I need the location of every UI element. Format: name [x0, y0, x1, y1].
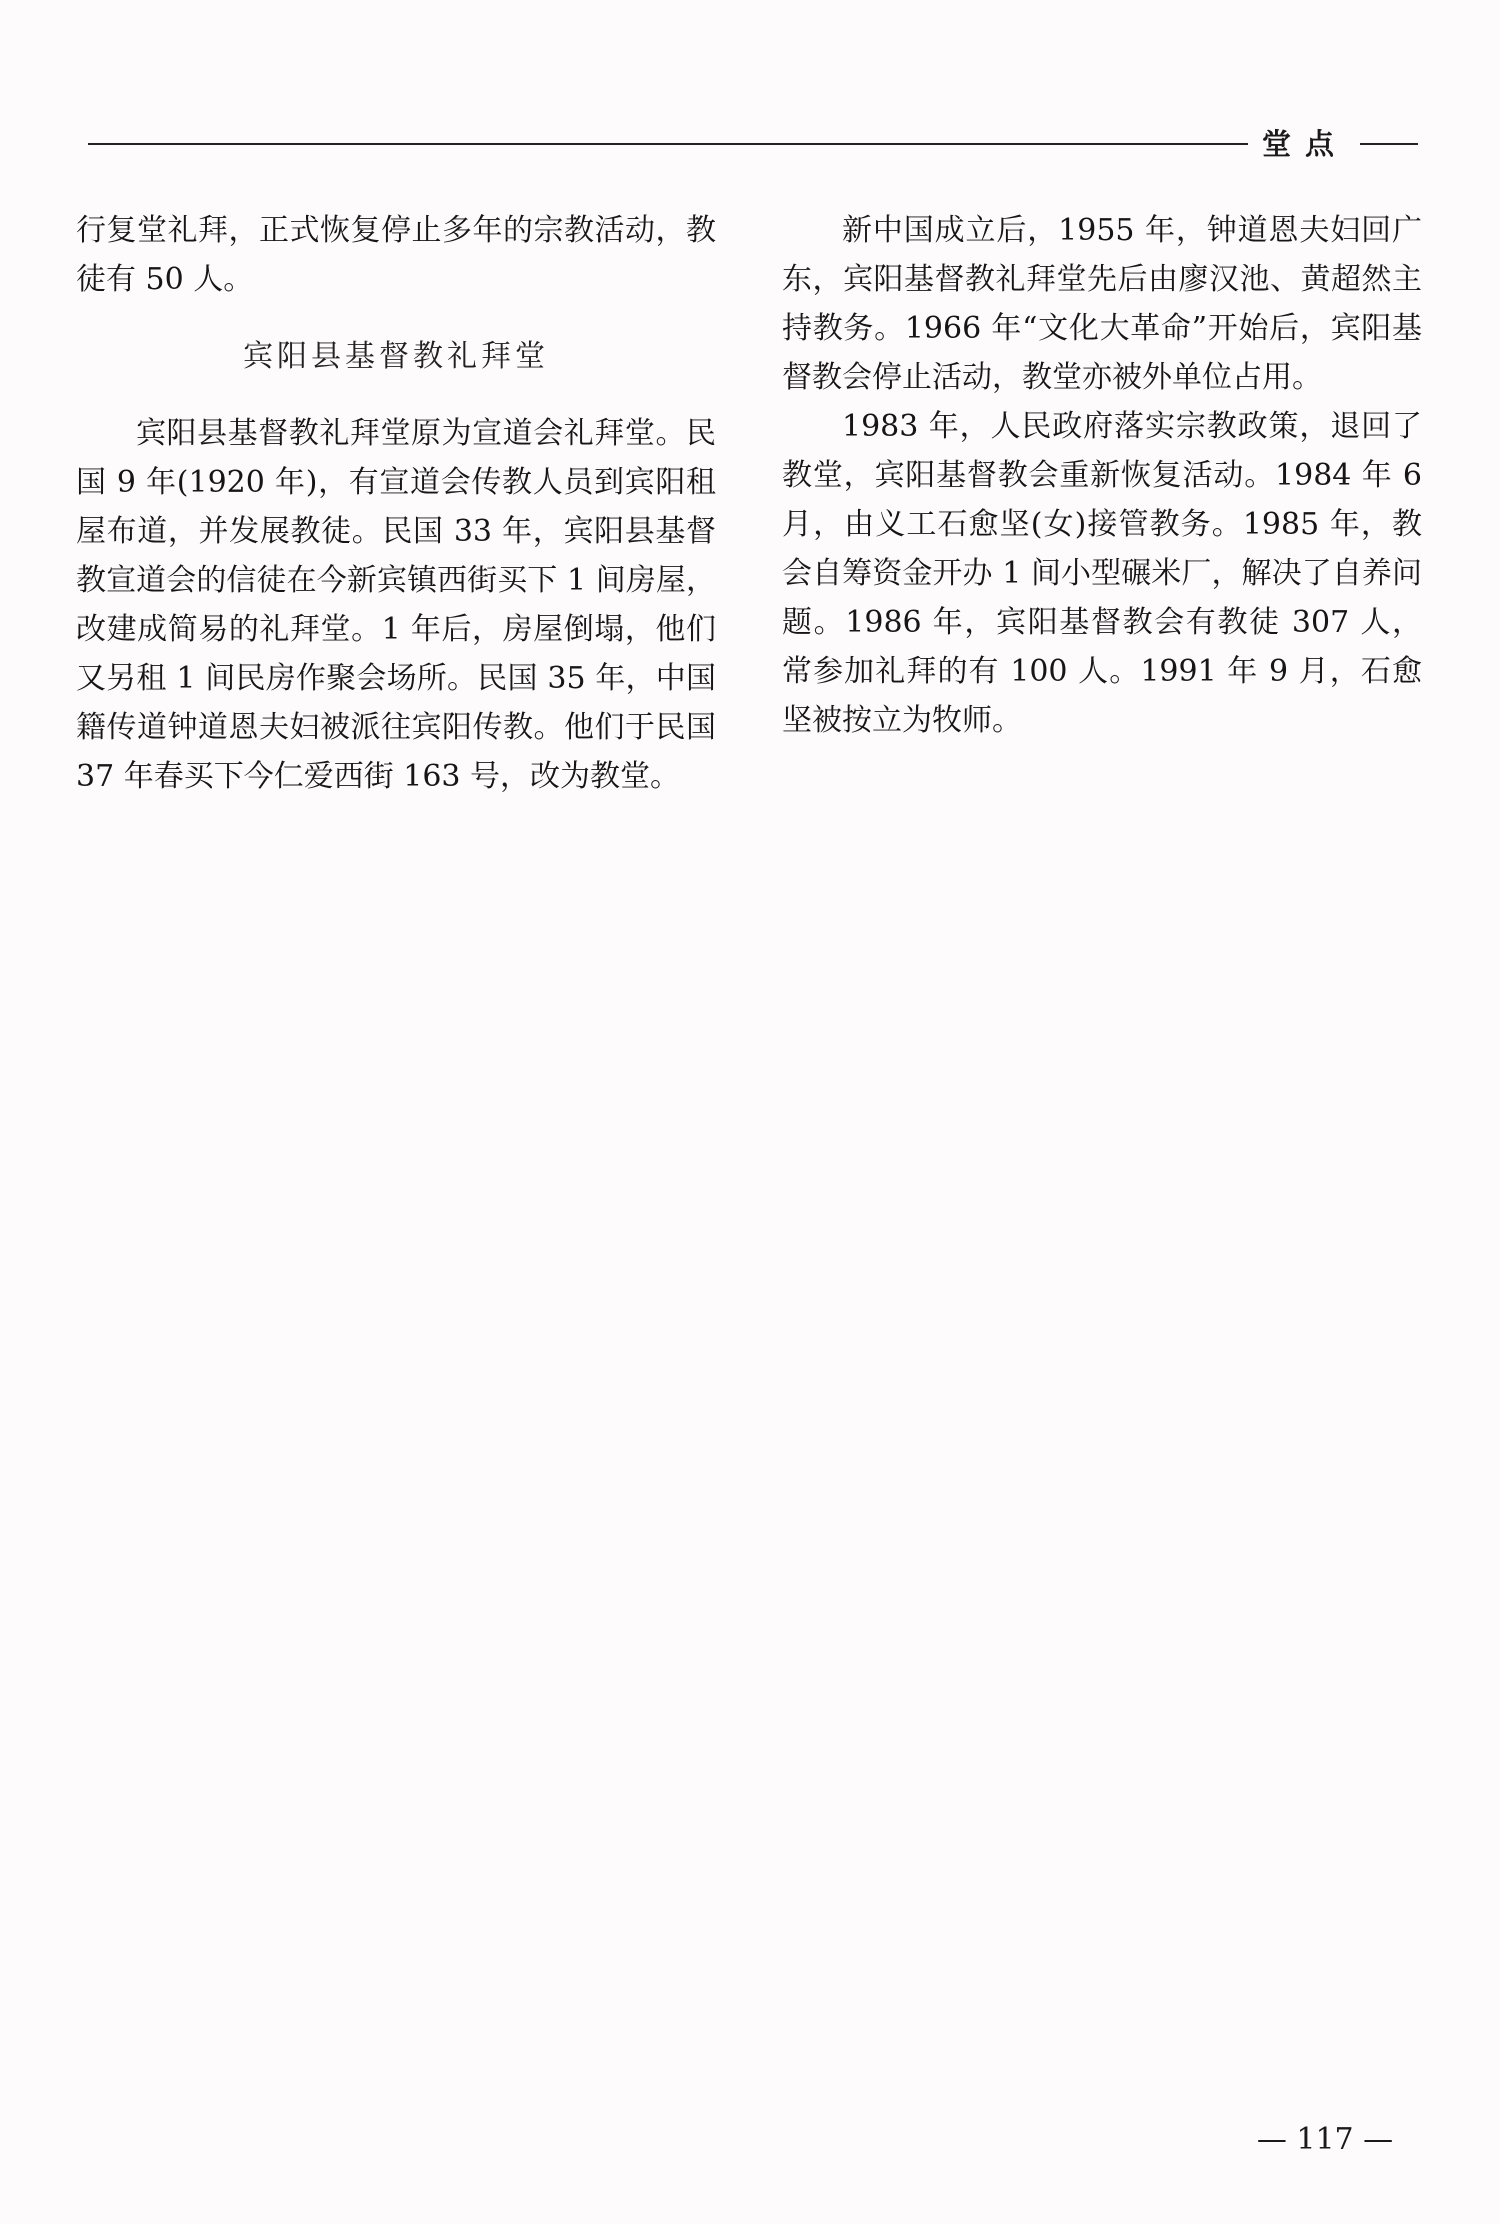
running-head: 堂点 [1261, 127, 1348, 161]
section-title: 宾阳县基督教礼拜堂 [243, 339, 549, 374]
right-column [782, 206, 1422, 745]
body-paragraph-1: 新中国成立后，1955 年，钟道恩夫妇回广东，宾阳基督教礼拜堂先后由廖汉池、黄超然主持教务。1966 年“文化大革命”开始后，宾阳基督教会停止活动，教堂亦被外单位占用。 [782, 213, 1422, 395]
body-paragraph: 宾阳县基督教礼拜堂原为宣道会礼拜堂。民国 9 年(1920 年)，有宣道会传教人员到宾阳租屋布道，并发展教徒。民国 33 年，宾阳县基督教宣道会的信徒在今新宾镇西街买下 1 间房屋，改建成简易的礼拜堂。1 年后，房屋倒塌，他们又另租 1 间民房作聚会场所。民国 35 年，中国籍传道钟道恩夫妇被派往宾阳传教。他们于民国 37 年春买下今仁爱西街 163 号，改为教堂。 [76, 416, 716, 794]
left-column [76, 206, 716, 801]
header-rule-tail [1360, 143, 1418, 145]
page-number: — 117 — [1256, 2122, 1394, 2157]
header-rule [88, 143, 1248, 145]
continuation-paragraph: 行复堂礼拜，正式恢复停止多年的宗教活动，教徒有 50 人。 [76, 213, 716, 297]
body-paragraph-2: 1983 年，人民政府落实宗教政策，退回了教堂，宾阳基督教会重新恢复活动。1984 年 6 月，由义工石愈坚(女)接管教务。1985 年，教会自筹资金开办 1 间小型碾米厂，解决了自养问题。1986 年，宾阳基督教会有教徒 307 人，常参加礼拜的有 100 人。1991 年 9 月，石愈坚被按立为牧师。 [782, 409, 1422, 738]
